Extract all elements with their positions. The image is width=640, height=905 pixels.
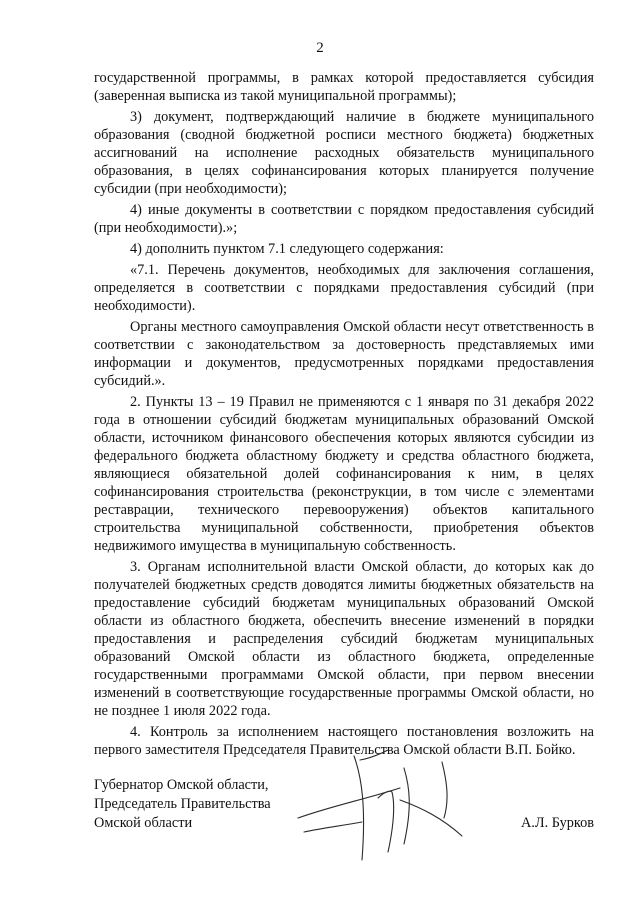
handwritten-signature-image [292,748,472,866]
document-body [94,69,594,762]
paragraph-section-3: 3. Органам исполнительной власти Омской области, до которых как до получателей бюджетных средств доводятся лимиты бюджетных обязательств на предоставление субсидий бюджетам муниципальных образований Омской области из областного бюджета, обеспечить внесение изменений в порядки предоставления и распределения субсидий бюджетам муниципальных образований Омской области из областного бюджета, определенные государственными программами Омской области, при первом внесении изменений в соответствующие государственные программы Омской области, но не позднее 1 июля 2022 года. [94,559,594,719]
paragraph-section-4: 4. Контроль за исполнением настоящего постановления возложить на первого заместителя Председателя Правительства Омской области В.П. Бойко. [94,724,594,758]
paragraph-item-4: 4) иные документы в соответствии с порядком предоставления субсидий (при необходимости).»; [94,202,594,236]
signatory-title-line-3: Омской области [94,815,193,831]
paragraph-item-3: 3) документ, подтверждающий наличие в бюджете муниципального образования (сводной бюджетной росписи местного бюджета) бюджетных ассигнований на исполнение расходных обязательств муниципального образования, в целях софинансирования которых планируется получение субсидии (при необходимости); [94,109,594,197]
paragraph-responsibility: Органы местного самоуправления Омской области несут ответственность в соответствии с законодательством за достоверность представляемых ими информации и документов, предусмотренных порядками предоставления субсидий.». [94,319,594,389]
page-number: 2 [316,40,324,56]
signatory-title-line-1: Губернатор Омской области, [94,777,269,793]
signatory-title-line-2: Председатель Правительства [94,796,271,812]
paragraph-continuation: государственной программы, в рамках которой предоставляется субсидия (заверенная выписка из такой муниципальной программы); [94,70,594,104]
signatory-name: А.Л. Бурков [520,815,594,831]
paragraph-amendment-intro: 4) дополнить пунктом 7.1 следующего содержания: [130,241,444,257]
paragraph-section-2: 2. Пункты 13 – 19 Правил не применяются с 1 января по 31 декабря 2022 года в отношении субсидий бюджетам муниципальных образований Омской области, источником финансового обеспечения которых являются субсидии из федерального бюджета областному бюджету и средства областного бюджета, являющиеся обязательной долей софинансирования к ним, в целях софинансирования строительства (реконструкции, в том числе с элементами реставрации, технического перевооружения) объектов капитального строительства муниципальной собственности, приобретения объектов недвижимого имущества в муниципальную собственность. [94,394,594,554]
signatory-title [94,776,271,833]
paragraph-clause-7-1: «7.1. Перечень документов, необходимых для заключения соглашения, определяется в соответствии с порядками предоставления субсидий (при необходимости). [94,262,594,314]
